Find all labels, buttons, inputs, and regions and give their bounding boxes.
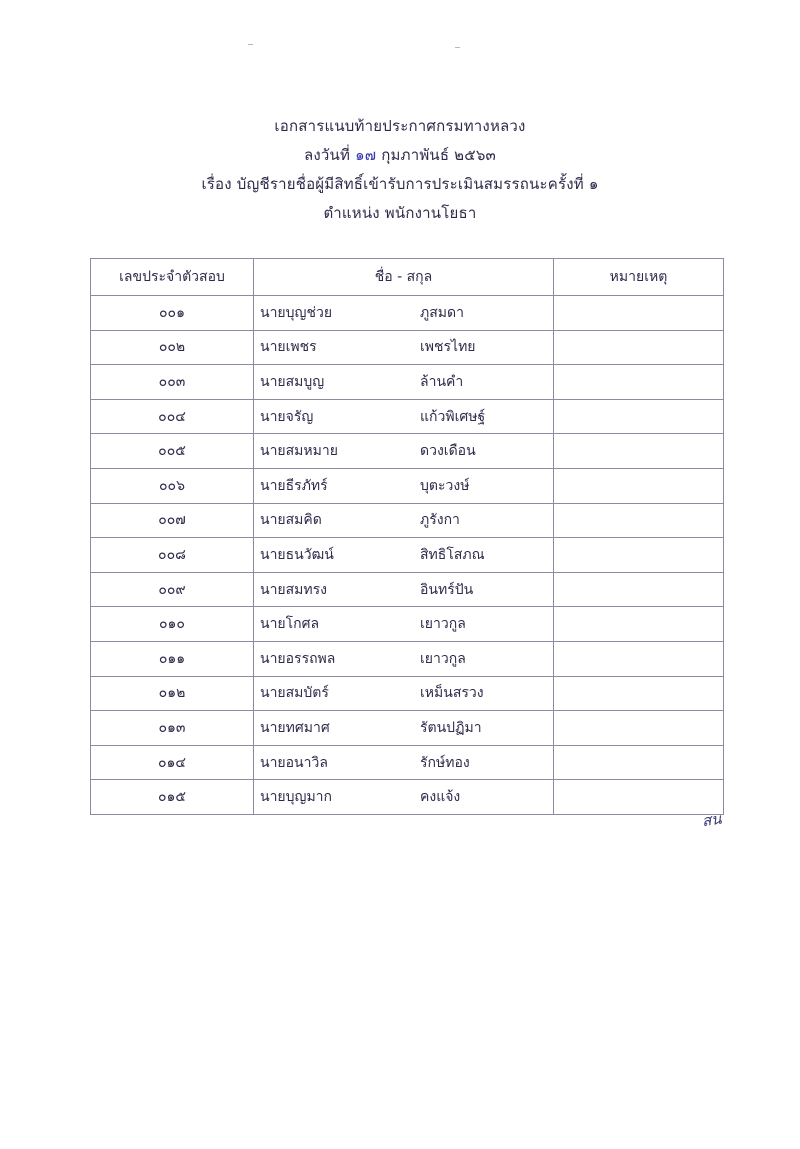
name-wrap — [254, 336, 553, 358]
name-wrap — [254, 544, 553, 566]
last-name: บุตะวงษ์ — [420, 477, 470, 494]
first-name: นายสมบัตร์ — [260, 685, 329, 702]
last-name: เพชรไทย — [420, 339, 476, 356]
remark-cell — [554, 711, 724, 746]
column-header-name: ชื่อ - สกุล — [254, 259, 554, 296]
candidate-table — [90, 258, 724, 815]
column-header-note: หมายเหตุ — [554, 259, 724, 296]
header-line-2 — [0, 141, 800, 170]
name-cell — [254, 503, 554, 538]
table-row — [91, 572, 724, 607]
first-name: นายบุญมาก — [260, 789, 333, 806]
exam-id-cell: ๐๐๓ — [91, 365, 254, 400]
table-row — [91, 607, 724, 642]
name-cell — [254, 468, 554, 503]
remark-cell — [554, 745, 724, 780]
date-rest: กุมภาพันธ์ ๒๕๖๓ — [381, 146, 496, 164]
name-wrap — [254, 682, 553, 704]
remark-cell — [554, 434, 724, 469]
last-name: รัตนปฏิมา — [420, 719, 482, 736]
date-day: ๑๗ — [355, 146, 377, 164]
first-name: นายสมทรง — [260, 581, 327, 598]
name-wrap — [254, 371, 553, 393]
last-name: แก้วพิเศษฐ์ — [420, 408, 486, 425]
handwritten-initials: สน — [700, 809, 723, 831]
exam-id-cell: ๐๑๔ — [91, 745, 254, 780]
remark-cell — [554, 538, 724, 573]
table-body — [91, 296, 724, 815]
name-wrap — [254, 579, 553, 601]
exam-id-cell: ๐๑๕ — [91, 780, 254, 815]
remark-cell — [554, 607, 724, 642]
last-name: เยาวกูล — [420, 650, 466, 667]
name-cell — [254, 434, 554, 469]
remark-cell — [554, 641, 724, 676]
exam-id-cell: ๐๑๒ — [91, 676, 254, 711]
exam-id-cell: ๐๐๙ — [91, 572, 254, 607]
table-row — [91, 641, 724, 676]
last-name: ภูรังกา — [420, 512, 460, 529]
exam-id-cell: ๐๐๗ — [91, 503, 254, 538]
name-cell — [254, 572, 554, 607]
remark-cell — [554, 503, 724, 538]
last-name: รักษ์ทอง — [420, 754, 470, 771]
name-cell — [254, 607, 554, 642]
column-header-id: เลขประจำตัวสอบ — [91, 259, 254, 296]
first-name: นายบุญช่วย — [260, 304, 333, 321]
first-name: นายสมหมาย — [260, 443, 338, 460]
name-cell — [254, 330, 554, 365]
name-cell — [254, 780, 554, 815]
remark-cell — [554, 330, 724, 365]
exam-id-cell: ๐๐๖ — [91, 468, 254, 503]
first-name: นายอนาวิล — [260, 754, 328, 771]
table-row — [91, 399, 724, 434]
table-row — [91, 468, 724, 503]
remark-cell — [554, 676, 724, 711]
name-cell — [254, 538, 554, 573]
name-wrap — [254, 440, 553, 462]
table-row — [91, 780, 724, 815]
remark-cell — [554, 296, 724, 331]
first-name: นายทศมาศ — [260, 719, 330, 736]
header-line-1: เอกสารแนบท้ายประกาศกรมทางหลวง — [274, 117, 526, 135]
name-wrap — [254, 717, 553, 739]
first-name: นายเพชร — [260, 339, 317, 356]
name-wrap — [254, 786, 553, 808]
last-name: คงแจ้ง — [420, 789, 461, 806]
exam-id-cell: ๐๑๓ — [91, 711, 254, 746]
name-wrap — [254, 752, 553, 774]
first-name: นายธีรภัทร์ — [260, 477, 328, 494]
table-row — [91, 434, 724, 469]
name-wrap — [254, 648, 553, 670]
name-wrap — [254, 509, 553, 531]
last-name: อินทร์ปัน — [420, 581, 474, 598]
remark-cell — [554, 365, 724, 400]
name-wrap — [254, 613, 553, 635]
first-name: นายสมบูญ — [260, 373, 325, 390]
name-wrap — [254, 302, 553, 324]
name-cell — [254, 745, 554, 780]
table-row — [91, 538, 724, 573]
scan-speck — [455, 47, 460, 48]
name-wrap — [254, 406, 553, 428]
last-name: เยาวกูล — [420, 616, 466, 633]
exam-id-cell: ๐๐๑ — [91, 296, 254, 331]
remark-cell — [554, 399, 724, 434]
first-name: นายสมคิด — [260, 512, 322, 529]
table-header-row — [91, 259, 724, 296]
table-row — [91, 296, 724, 331]
header-line-4: ตำแหน่ง พนักงานโยธา — [323, 204, 477, 222]
exam-id-cell: ๐๑๐ — [91, 607, 254, 642]
name-cell — [254, 365, 554, 400]
remark-cell — [554, 780, 724, 815]
name-cell — [254, 641, 554, 676]
first-name: นายอรรถพล — [260, 650, 336, 667]
name-cell — [254, 296, 554, 331]
remark-cell — [554, 468, 724, 503]
exam-id-cell: ๐๐๒ — [91, 330, 254, 365]
table-row — [91, 711, 724, 746]
name-cell — [254, 399, 554, 434]
table-row — [91, 330, 724, 365]
exam-id-cell: ๐๐๕ — [91, 434, 254, 469]
exam-id-cell: ๐๐๔ — [91, 399, 254, 434]
last-name: เหม็นสรวง — [420, 685, 484, 702]
remark-cell — [554, 572, 724, 607]
first-name: นายธนวัฒน์ — [260, 546, 334, 563]
name-wrap — [254, 475, 553, 497]
header-line-3: เรื่อง บัญชีรายชื่อผู้มีสิทธิ์เข้ารับการประเมินสมรรถนะครั้งที่ ๑ — [201, 175, 599, 193]
scan-speck — [248, 44, 253, 45]
last-name: ภูสมดา — [420, 304, 464, 321]
exam-id-cell: ๐๑๑ — [91, 641, 254, 676]
name-cell — [254, 711, 554, 746]
table-row — [91, 365, 724, 400]
table-row — [91, 503, 724, 538]
last-name: ดวงเดือน — [420, 443, 476, 460]
last-name: ล้านคำ — [420, 373, 464, 390]
table-row — [91, 745, 724, 780]
first-name: นายจรัญ — [260, 408, 314, 425]
exam-id-cell: ๐๐๘ — [91, 538, 254, 573]
last-name: สิทธิโสภณ — [420, 546, 485, 563]
date-prefix: ลงวันที่ — [304, 146, 351, 164]
table-row — [91, 676, 724, 711]
name-cell — [254, 676, 554, 711]
first-name: นายโกศล — [260, 616, 320, 633]
document-header — [0, 112, 800, 228]
